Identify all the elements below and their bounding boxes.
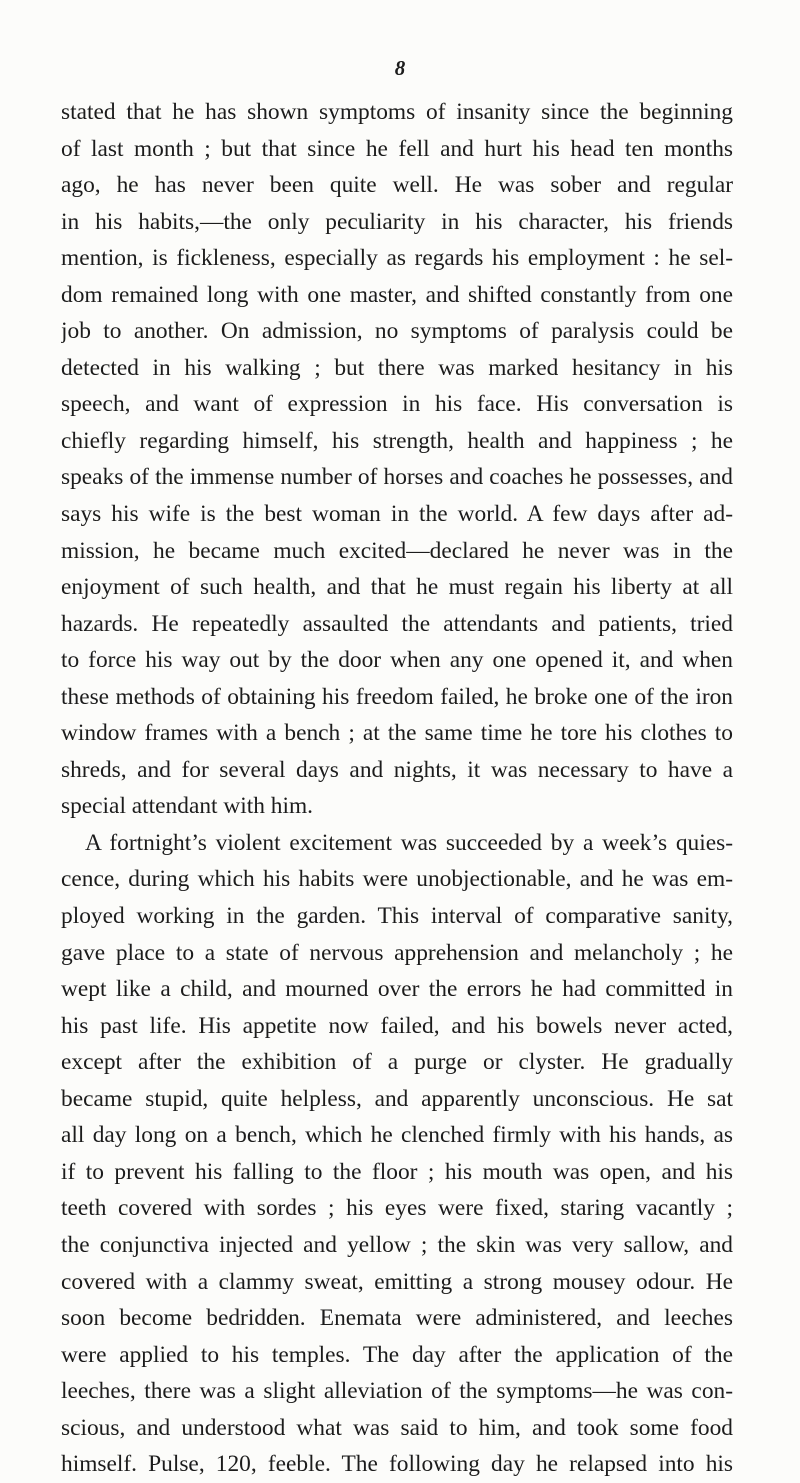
text-line: himself. Pulse, 120, feeble. The following day he relapsed into his	[61, 1451, 733, 1478]
text-line: mention, is fickleness, especially as regards his employment : he sel-	[61, 245, 733, 272]
text-line: ago, he has never been quite well. He was sober and regular	[61, 172, 733, 199]
text-line: to force his way out by the door when any one opened it, and when	[61, 647, 733, 674]
text-line: soon become bedridden. Enemata were administered, and leeches	[61, 1305, 733, 1332]
text-line: ployed working in the garden. This interval of comparative sanity,	[61, 903, 733, 930]
text-line: in his habits,—the only peculiarity in his character, his friends	[61, 208, 733, 235]
text-line: cence, during which his habits were unobjectionable, and he was em-	[61, 866, 733, 893]
text-line: mission, he became much excited—declared he never was in the	[61, 537, 733, 564]
text-line: his past life. His appetite now failed, and his bowels never acted,	[61, 1012, 733, 1039]
text-line: window frames with a bench ; at the same time he tore his clothes to	[61, 720, 733, 747]
text-line: chiefly regarding himself, his strength, health and happiness ; he	[61, 427, 733, 454]
body-text	[61, 94, 733, 1483]
text-line: teeth covered with sordes ; his eyes were fixed, staring vacantly ;	[61, 1195, 733, 1222]
text-line: except after the exhibition of a purge or clyster. He gradually	[61, 1049, 733, 1076]
page-number: 8	[394, 56, 406, 80]
text-line: wept like a child, and mourned over the errors he had committed in	[61, 976, 733, 1003]
text-line: stated that he has shown symptoms of insanity since the beginning	[61, 99, 733, 125]
text-line: of last month ; but that since he fell and hurt his head ten months	[61, 135, 733, 162]
text-line: leeches, there was a slight alleviation of the symptoms—he was con-	[61, 1378, 733, 1405]
text-line: if to prevent his falling to the floor ; his mouth was open, and his	[61, 1158, 733, 1185]
text-line: job to another. On admission, no symptoms of paralysis could be	[61, 318, 733, 345]
text-line: shreds, and for several days and nights, it was necessary to have a	[61, 756, 733, 783]
text-line: dom remained long with one master, and shifted constantly from one	[61, 281, 733, 308]
text-line: covered with a clammy sweat, emitting a strong mousey odour. He	[61, 1268, 733, 1295]
text-line: enjoyment of such health, and that he must regain his liberty at all	[61, 574, 733, 601]
text-line: the conjunctiva injected and yellow ; the skin was very sallow, and	[61, 1231, 733, 1258]
text-line: special attendant with him.	[61, 793, 314, 820]
text-line: says his wife is the best woman in the world. A few days after ad-	[61, 501, 733, 528]
text-line: speaks of the immense number of horses and coaches he possesses, and	[61, 464, 733, 491]
text-line: all day long on a bench, which he clenched firmly with his hands, as	[61, 1122, 733, 1149]
text-line: were applied to his temples. The day after the application of the	[61, 1341, 733, 1368]
text-line: hazards. He repeatedly assaulted the attendants and patients, tried	[61, 610, 733, 637]
text-line: became stupid, quite helpless, and apparently unconscious. He sat	[61, 1085, 733, 1112]
text-line: these methods of obtaining his freedom failed, he broke one of the iron	[61, 683, 733, 710]
text-line: gave place to a state of nervous apprehension and melancholy ; he	[61, 939, 733, 966]
text-line: speech, and want of expression in his face. His conversation is	[61, 391, 733, 418]
text-line: scious, and understood what was said to him, and took some food	[61, 1414, 733, 1441]
text-line: detected in his walking ; but there was marked hesitancy in his	[61, 354, 733, 381]
text-line: A fortnight’s violent excitement was succeeded by a week’s quies-	[85, 829, 733, 856]
